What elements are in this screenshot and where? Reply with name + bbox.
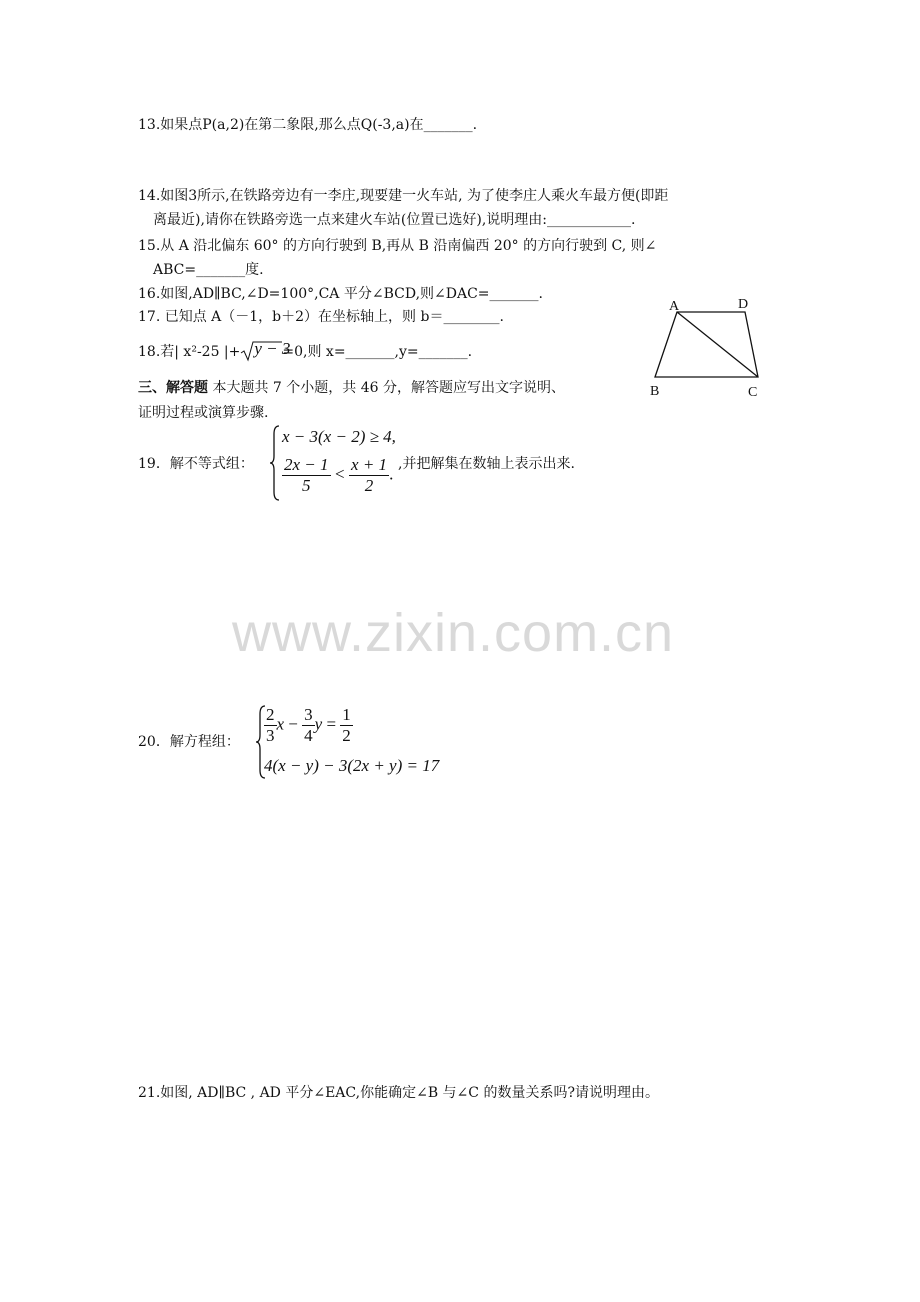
q19-instruction: ,并把解集在数轴上表示出来. [398,456,575,472]
question-19-label: 19．解不等式组： [138,456,254,472]
left-brace-icon [268,424,282,502]
question-18 [138,340,472,362]
vertex-c: C [748,385,758,400]
question-13: 13.如果点P(a,2)在第二象限,那么点Q(-3,a)在_______. [138,117,478,133]
question-17: 17. 已知点 A（－1，b＋2）在坐标轴上，则 b＝________. [138,309,504,325]
question-14-line-2: 离最近),请你在铁路旁选一点来建火车站(位置已选好),说明理由:____________. [153,212,636,228]
question-15-line-2: ABC=_______度. [153,262,264,278]
q19-inequality-2 [282,455,393,496]
section-3-header [138,378,565,398]
q18-sqrt [240,339,291,362]
question-20-label: 20．解方程组： [138,734,240,750]
question-21: 21.如图, AD∥BC , AD 平分∠EAC,你能确定∠B 与∠C 的数量关系吗?请说明理由。 [138,1085,659,1101]
watermark: www.zixin.com.cn [232,603,675,663]
q20-fraction-3: $\frac{1}{2}$ [342,705,351,745]
question-16: 16.如图,AD∥BC,∠D=100°,CA 平分∠BCD,则∠DAC=_______. [138,286,543,302]
q19-fraction-2: $\frac{x + 1}{2}$ [351,455,388,495]
vertex-d: D [738,297,749,312]
section-3-desc-line-2: 证明过程或演算步骤. [138,405,269,421]
section-3-title: 三、解答题 [138,380,208,396]
q19-inequality-1: x − 3(x − 2) ≥ 4, [282,427,396,446]
q18-sqrt-arg: y − 3 [254,339,291,358]
q20-equation-1: $\frac{2}{3}$ x − $\frac{3}{4}$ y = $\frac{1}{2}$ [266,705,351,745]
section-3-desc: 本大题共 7 个小题，共 46 分，解答题应写出文字说明、 [208,380,565,396]
q20-fraction-1: $\frac{2}{3}$ [266,705,275,745]
question-15-line-1: 15.从 A 沿北偏东 60° 的方向行驶到 B,再从 B 沿南偏西 20° 的方向行驶到 C, 则∠ [138,238,657,254]
vertex-b: B [650,384,660,399]
q18-prefix: 18.若 [138,344,175,360]
question-14-line-1: 14.如图3所示,在铁路旁边有一李庄,现要建一火车站, 为了使李庄人乘火车最方便(即距 [138,188,669,204]
q19-fraction-1: $\frac{2x - 1}{5}$ [284,455,329,495]
q18-abs: | x²-25 | [174,344,229,360]
q20-equation-2: 4(x − y) − 3(2x + y) = 17 [264,756,440,775]
q18-plus: + [228,344,241,360]
q19-end-dot: . [389,464,394,484]
q18-suffix: =0,则 x=_______,y=_______. [282,344,473,360]
trapezoid-figure [640,292,770,404]
q20-fraction-2: $\frac{3}{4}$ [304,705,313,745]
q19-less-than: < [334,464,345,484]
vertex-a: A [669,299,680,314]
